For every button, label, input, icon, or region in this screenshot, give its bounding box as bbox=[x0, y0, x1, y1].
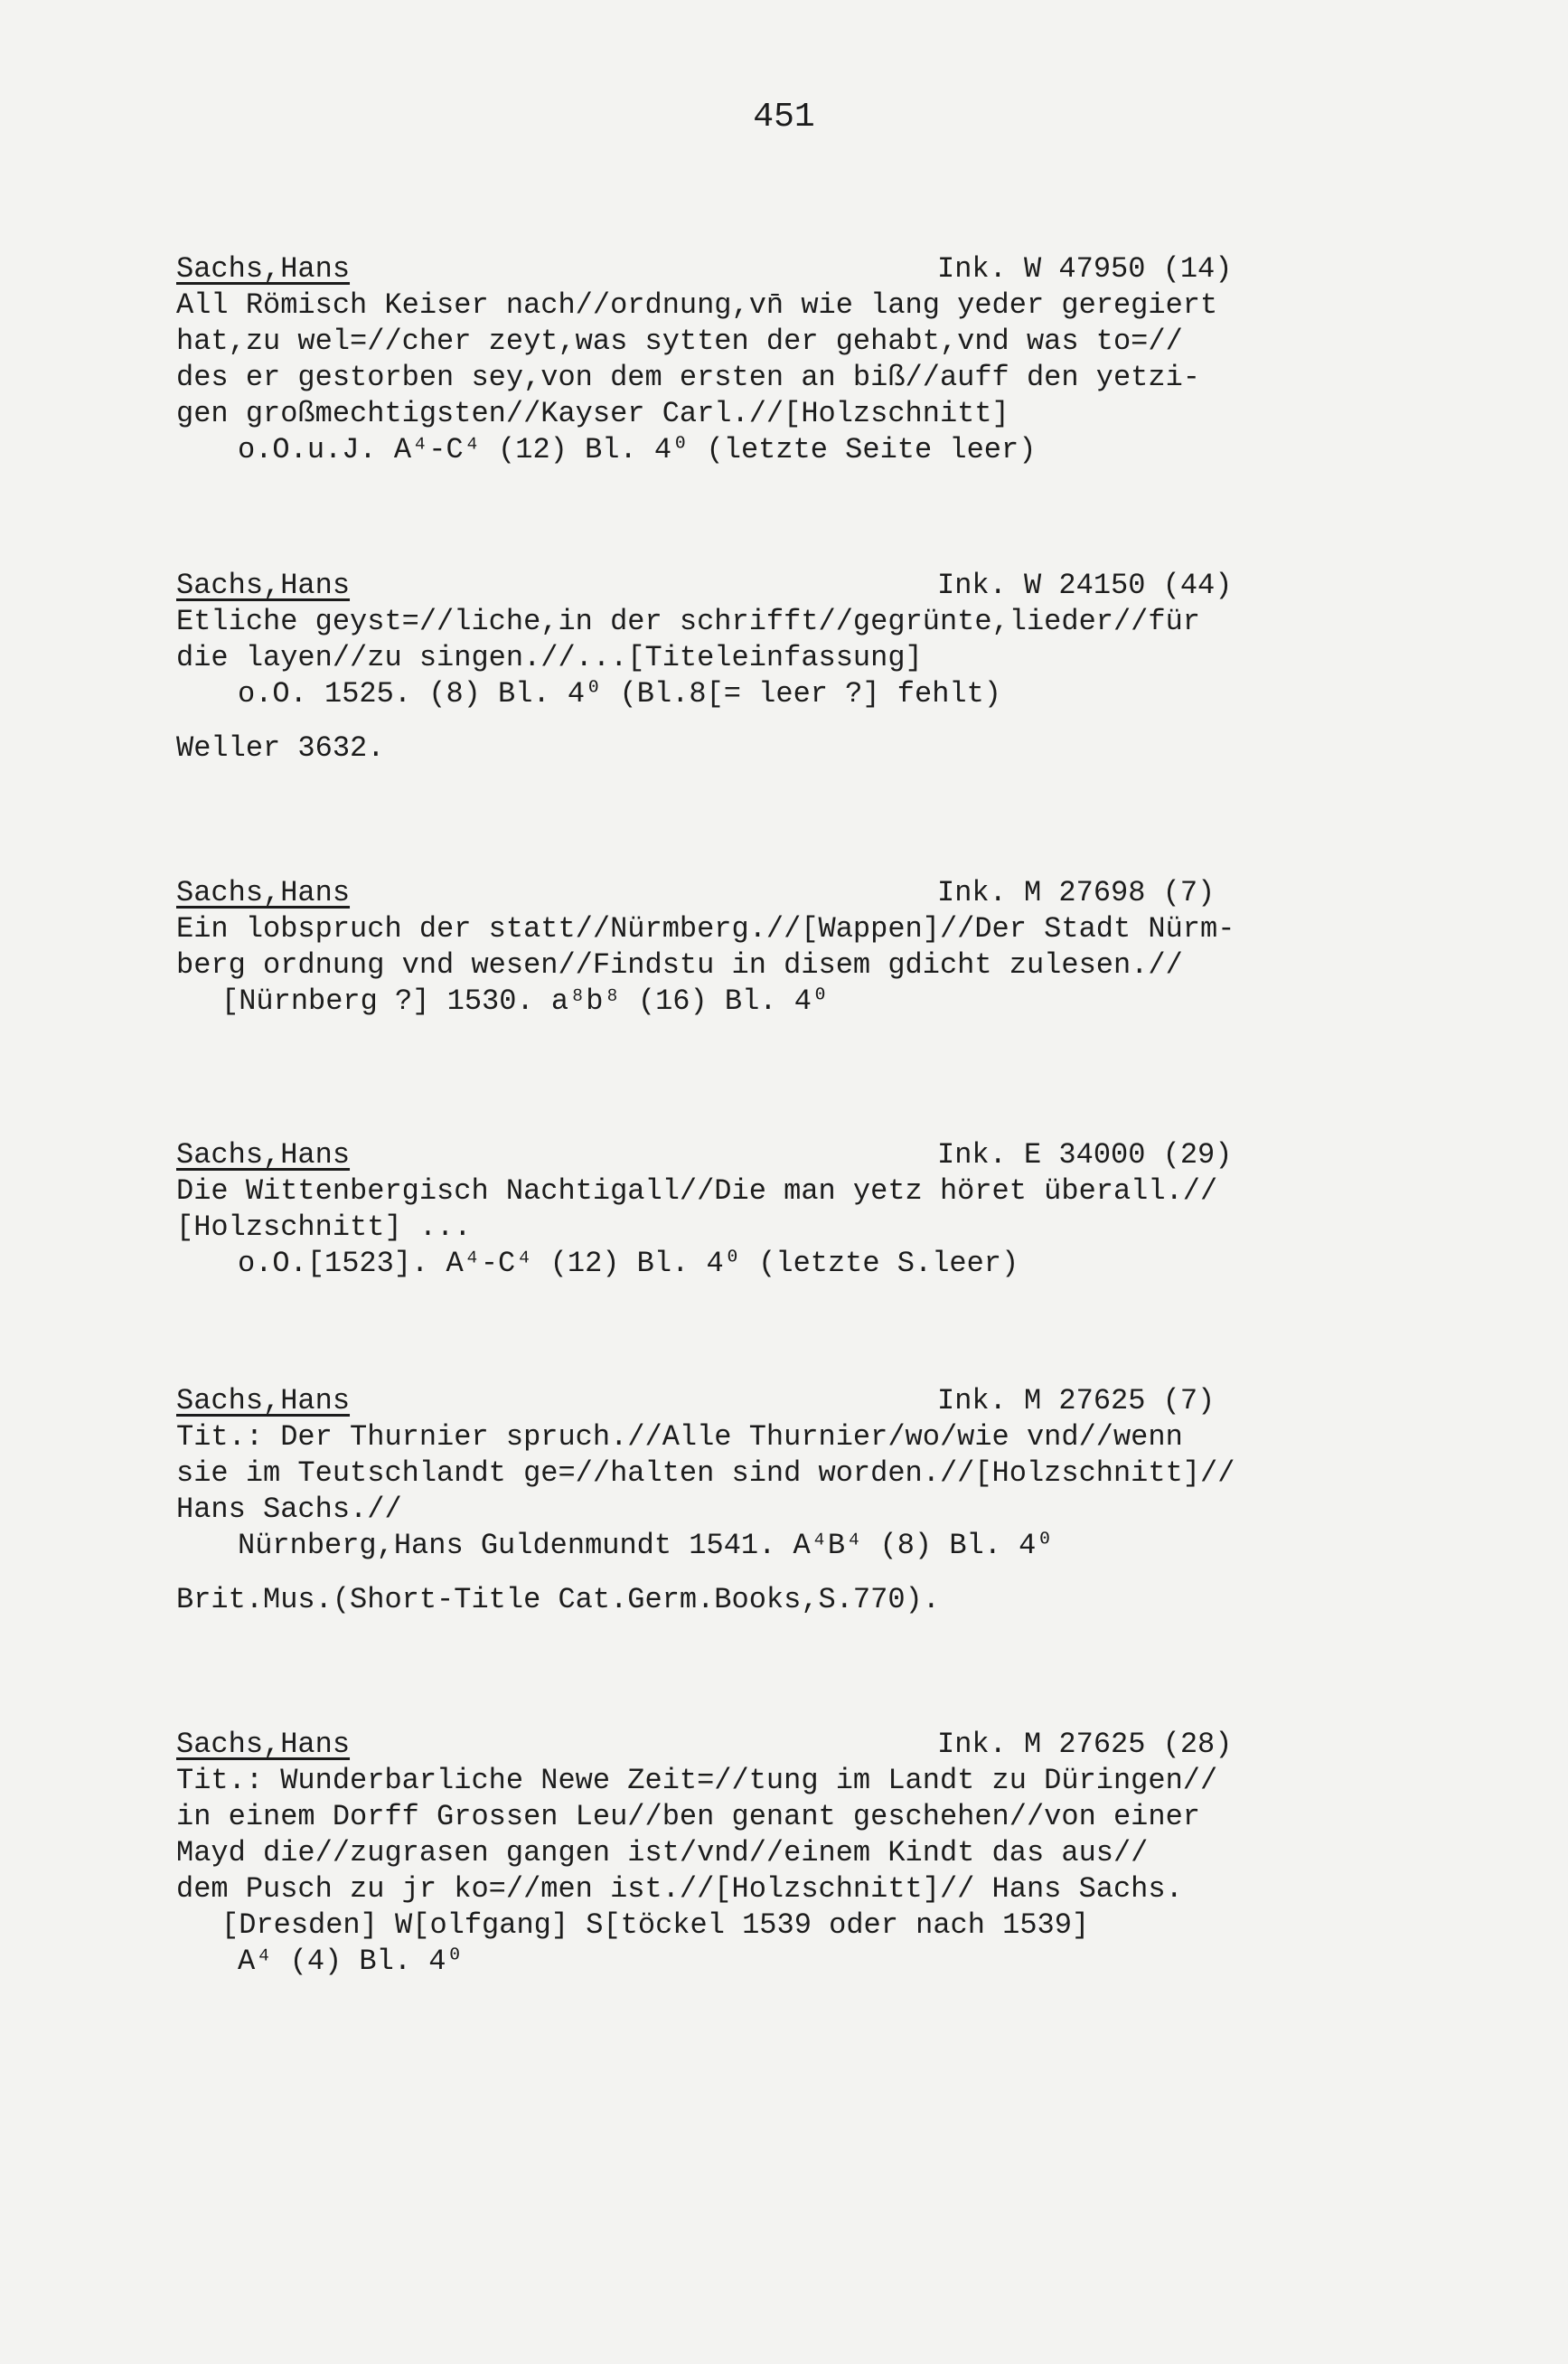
imprint-line: [Nürnberg ?] 1530. a⁸b⁸ (16) Bl. 4⁰ bbox=[221, 984, 830, 1018]
author-name: Sachs,Hans bbox=[176, 569, 351, 602]
imprint-line: o.O.u.J. A⁴-C⁴ (12) Bl. 4⁰ (letzte Seite leer) bbox=[238, 433, 1037, 466]
title-line: die layen//zu singen.//...[Titeleinfassung] bbox=[176, 641, 923, 674]
catalog-entry bbox=[176, 1383, 1360, 1618]
inventory-number: Ink. M 27625 (28) bbox=[937, 1728, 1233, 1761]
title-line: des er gestorben sey,von dem ersten an biß//auff den yetzi- bbox=[176, 361, 1200, 394]
imprint-line: A⁴ (4) Bl. 4⁰ bbox=[238, 1945, 464, 1978]
author-name: Sachs,Hans bbox=[176, 1728, 351, 1761]
inventory-number: Ink. W 24150 (44) bbox=[937, 569, 1233, 602]
inventory-number: Ink. M 27698 (7) bbox=[937, 876, 1216, 909]
title-line: Etliche geyst=//liche,in der schrifft//gegrünte,lieder//für bbox=[176, 605, 1200, 638]
catalog-entry bbox=[176, 251, 1360, 468]
title-line: hat,zu wel=//cher zeyt,was sytten der gehabt,vnd was to=// bbox=[176, 325, 1183, 358]
imprint-line: o.O. 1525. (8) Bl. 4⁰ (Bl.8[= leer ?] fehlt) bbox=[238, 677, 1001, 711]
title-line: in einem Dorff Grossen Leu//ben genant geschehen//von einer bbox=[176, 1800, 1200, 1833]
entry-header bbox=[176, 1383, 1360, 1419]
title-line: Ein lobspruch der statt//Nürmberg.//[Wappen]//Der Stadt Nürm- bbox=[176, 912, 1235, 946]
catalog-entry bbox=[176, 1727, 1360, 1980]
author-name: Sachs,Hans bbox=[176, 1138, 351, 1172]
imprint-line: [Dresden] W[olfgang] S[töckel 1539 oder nach 1539] bbox=[221, 1908, 1090, 1942]
catalog-entry bbox=[176, 1137, 1360, 1282]
inventory-number: Ink. W 47950 (14) bbox=[937, 252, 1233, 286]
author-name: Sachs,Hans bbox=[176, 1384, 351, 1417]
title-line: Tit.: Der Thurnier spruch.//Alle Thurnier/wo/wie vnd//wenn bbox=[176, 1420, 1183, 1454]
reference-line: Brit.Mus.(Short-Title Cat.Germ.Books,S.770). bbox=[176, 1583, 940, 1616]
imprint-line: o.O.[1523]. A⁴-C⁴ (12) Bl. 4⁰ (letzte S.leer) bbox=[238, 1247, 1019, 1280]
entry-header bbox=[176, 875, 1360, 911]
title-line: dem Pusch zu jr ko=//men ist.//[Holzschnitt]// Hans Sachs. bbox=[176, 1872, 1183, 1906]
title-line: Hans Sachs.// bbox=[176, 1493, 402, 1526]
entry-header bbox=[176, 251, 1360, 287]
entry-header bbox=[176, 1727, 1360, 1763]
title-line: All Römisch Keiser nach//ordnung,vn̄ wie lang yeder geregiert bbox=[176, 288, 1218, 322]
inventory-number: Ink. E 34000 (29) bbox=[937, 1138, 1233, 1172]
author-name: Sachs,Hans bbox=[176, 876, 351, 909]
title-line: Mayd die//zugrasen gangen ist/vnd//einem Kindt das aus// bbox=[176, 1836, 1149, 1870]
title-line: berg ordnung vnd wesen//Findstu in disem gdicht zulesen.// bbox=[176, 948, 1183, 982]
author-name: Sachs,Hans bbox=[176, 252, 351, 286]
reference-line: Weller 3632. bbox=[176, 731, 385, 765]
title-line: gen großmechtigsten//Kayser Carl.//[Holzschnitt] bbox=[176, 397, 1009, 430]
title-line: Die Wittenbergisch Nachtigall//Die man yetz höret überall.// bbox=[176, 1174, 1218, 1208]
title-line: [Holzschnitt] ... bbox=[176, 1210, 472, 1244]
entry-header bbox=[176, 1137, 1360, 1173]
catalog-entry bbox=[176, 875, 1360, 1020]
imprint-line: Nürnberg,Hans Guldenmundt 1541. A⁴B⁴ (8) Bl. 4⁰ bbox=[238, 1529, 1054, 1562]
inventory-number: Ink. M 27625 (7) bbox=[937, 1384, 1216, 1417]
entry-header bbox=[176, 568, 1360, 604]
title-line: sie im Teutschlandt ge=//halten sind worden.//[Holzschnitt]// bbox=[176, 1456, 1235, 1490]
title-line: Tit.: Wunderbarliche Newe Zeit=//tung im Landt zu Düringen// bbox=[176, 1764, 1218, 1797]
catalog-entry bbox=[176, 568, 1360, 767]
page-number: 451 bbox=[753, 98, 815, 137]
